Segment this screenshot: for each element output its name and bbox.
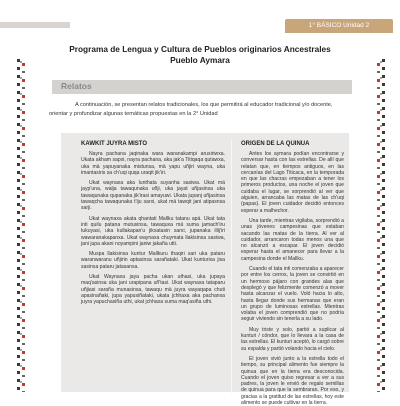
right-paragraph: Muy triste y solo, partió a suplicar al kunturi / cóndor, que lo llevara a la casa de las estrellas. El kunturi aceptó, lo cargó sobre su espalda y partió volando hacia el cielo.	[241, 326, 344, 352]
left-paragraph: Ukat waynaxa akata qhantati Mallku tatanu apä. Ukat tata inti quilu patana mutusinsa, tawaquxa mä suma jamach'iru tukuyasi, uka kullakapan'u jikxatasin sarxi, jupanaka illij'iri wawaranakapanxa. Ukat waynaxa chuymata llakisinsa sasiwa, jani jupa akani noyampini janiw jakaña utti.	[81, 215, 225, 247]
right-paragraph: Cuando el tata inti comenzaba a aparecer por entre los cerros, la joven se convirtió en un hermoso pájaro con grandes alas que desplegó y que felizmente comenzó a mover hasta alcanzar el vuelo. Voló hacia lo alto, hasta llegar donde sus hermanas que eran un grupo de luminosas estrellas. Mientras volaba el joven comprendió que no podría seguir viviendo sin tenerla a su lado.	[241, 266, 344, 323]
left-story-title: KAWKIT JUYRA MISTO	[81, 141, 148, 147]
program-subtitle: Pueblo Aymara	[170, 55, 230, 65]
section-title: Relatos	[61, 81, 92, 91]
column-divider	[231, 139, 232, 394]
left-paragraph: Ukat Waynaxa jaya pacha ukan uthasi, uka jupaya maq'asinsa uka jani urapipana uñ'tasi. Ukat waynaxa tataparu uñjiasi saraña munasinsa, tawaqu mä juyra wayaqapa chuti apasinañaki, jupa yapusiñataki, ukata jchhaxa aka pachanxa juyra yapuchasiña uthi, ukat jchhaxa suma maq'asiña uthi.	[81, 274, 225, 306]
right-decorative-border	[376, 58, 386, 392]
right-story-text	[241, 151, 344, 406]
right-paragraph: Una tarde, mientras vigilaba, sorprendió a unas jóvenes campesinas que estaban sacando las matas de la tierra. Al ver al cuidador, arrancaron todas menos una que no alcanzó a escapar. El joven decidió esperar hasta el amanecer para llevar a la campesina donde el Mallku.	[241, 217, 344, 262]
left-story-text	[81, 151, 225, 395]
header-band	[0, 22, 70, 28]
section-header-bar	[52, 80, 352, 94]
left-decorative-border	[16, 58, 26, 392]
left-paragraph: Nayra pachana jaqinaka wara waranakampi arusiriwxa. Ukata akham sapxi, nayra pachana, aka jak'a Titiqaqa qutawxa, uka mä yapuyanaka mistunsa, mä yapu uñjiri wayna, uka imantasiris sa ch'uqi quqa uraqit jik'iri.	[81, 151, 225, 176]
left-paragraph: Ukat waynaxa aka lunthata suyanha sasiwa. Ukat mä jayp'una, walja tawaqunaka uñji, uka jayat uñjasinsa uka tawaqunaka qupanaka jik'irasi amayuwi. Ukata jupanj uñjasinsa tawaqcha tawaqunaka t'iju sarxi, ukat mä tawqit jani atipasnsa sarji.	[81, 180, 225, 212]
right-paragraph: El joven vivió junto a la estrella todo el tiempo, su principal alimento fue siempre la quinua que en la tierra era desconocida. Cuando el joven quiso regresar a ver a sus padres, la joven le envió de regalo semillas de quinua para que la sembraran. Por eso, y gracias a la gratitud de las estrellas, hoy este alimento se puede cultivar en la tierra.	[241, 355, 344, 406]
program-title: Programa de Lengua y Cultura de Pueblos originarios Ancestrales	[69, 44, 331, 54]
intro-line-1: A continuación, se presentan relatos tradicionales, los que permitirá al educador tradicional y/o docente,	[75, 102, 333, 108]
unit-tab: 1° BÁSICO Unidad 2	[285, 19, 393, 33]
section-intro	[49, 101, 359, 118]
right-paragraph: Antes los aymara podían encontrarse y conversar hasta con las estrellas. De allí que relatan que, en tiempos antiguos, en las cercanías del Lago Titicaca, en la temporada en que las chacras empezaban a tener los primeros productos, una noche el joven que cuidaba el lugar, se sorprendió al ver que alguien, arrancaba las matas de las ch'uqi (papas). El joven cuidador decidió entonces esperar a malhechor.	[241, 151, 344, 214]
intro-line-2: orientar y profundizar algunas temáticas propuestas en la 2° Unidad	[49, 110, 218, 117]
right-story-title: ORIGEN DE LA QUINUA	[241, 141, 310, 147]
left-paragraph: Muspa llakisinsa kuntur Mallkuru thaqiri sari uka pataru waranwaranu uñjirin aptasinsa sarañataki. Ukat kunturixa jisa sasinsa pataru jatasansa.	[81, 251, 225, 270]
